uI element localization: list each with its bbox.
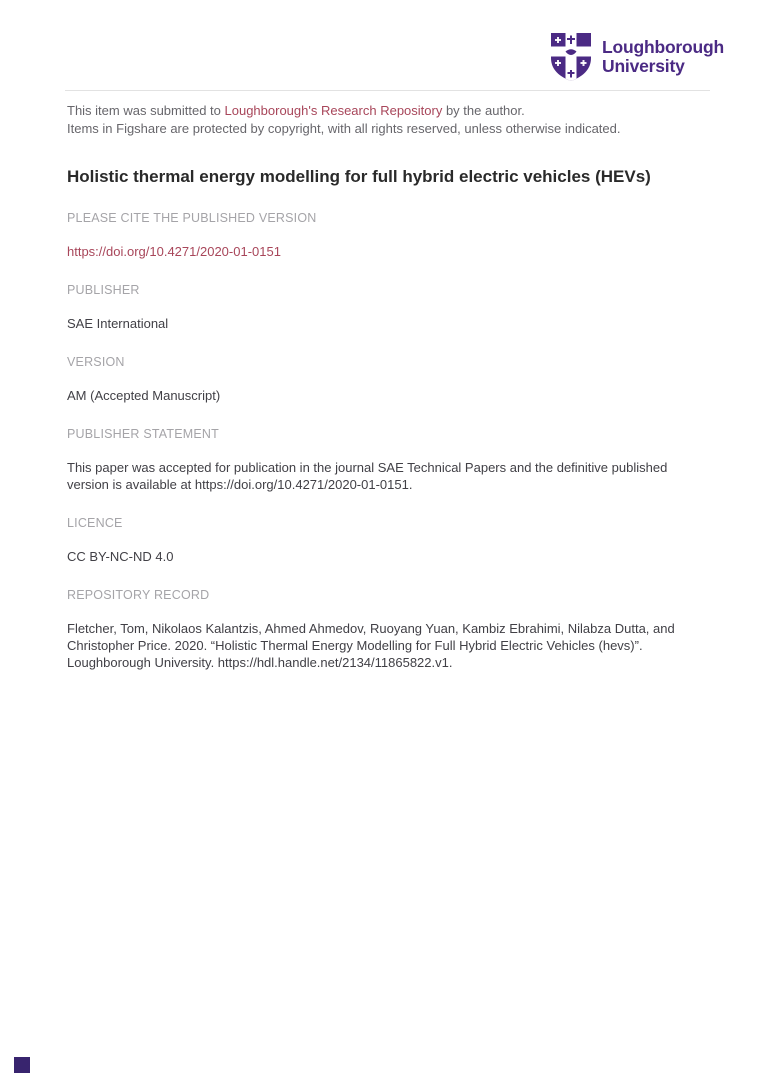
doi-link[interactable]: https://doi.org/10.4271/2020-01-0151: [67, 244, 281, 259]
publisher-value: SAE International: [67, 316, 169, 331]
cover-sheet-content: [0, 102, 768, 671]
repository-record-value: Fletcher, Tom, Nikolaos Kalantzis, Ahmed Ahmedov, Ruoyang Yuan, Kambiz Ebrahimi, Nilabza Dutta, and Christopher Price. 2020. “Holistic Thermal Energy Modelling for Full Hybrid Electric Vehicles (hevs)”. Loughborough University. https://hdl.handle.net/2134/11865822.v1.: [67, 621, 675, 670]
paper-title: Holistic thermal energy modelling for full hybrid electric vehicles (HEVs): [67, 167, 651, 186]
section-label: PUBLISHER: [67, 283, 140, 297]
section-label: LICENCE: [67, 516, 123, 530]
page-header: [0, 0, 768, 82]
section-repository-record: [67, 588, 708, 671]
wordmark-line1: Loughborough: [602, 37, 724, 57]
repository-notice: [67, 102, 708, 138]
version-value: AM (Accepted Manuscript): [67, 388, 221, 403]
submission-line-prefix: This item was submitted to: [67, 103, 225, 118]
section-label: VERSION: [67, 355, 125, 369]
university-shield-icon: [549, 32, 593, 82]
university-wordmark: [602, 38, 724, 76]
loughborough-university-logo: [549, 32, 724, 82]
section-publisher-statement: [67, 427, 708, 493]
section-label: REPOSITORY RECORD: [67, 588, 210, 602]
page-corner-mark: [14, 1057, 30, 1073]
submission-line: [67, 102, 708, 120]
section-publisher: [67, 283, 708, 332]
copyright-line: Items in Figshare are protected by copyright, with all rights reserved, unless otherwise indicated.: [67, 121, 621, 136]
section-label: PLEASE CITE THE PUBLISHED VERSION: [67, 211, 317, 225]
wordmark-line2: University: [602, 56, 685, 76]
section-version: [67, 355, 708, 404]
section-cite-version: [67, 211, 708, 260]
research-repository-link[interactable]: Loughborough's Research Repository: [224, 103, 443, 118]
header-divider: [65, 90, 710, 91]
section-licence: [67, 516, 708, 565]
section-label: PUBLISHER STATEMENT: [67, 427, 219, 441]
licence-value: CC BY-NC-ND 4.0: [67, 549, 174, 564]
publisher-statement-value: This paper was accepted for publication in the journal SAE Technical Papers and the definitive published version is available at https://doi.org/10.4271/2020-01-0151.: [67, 460, 668, 492]
submission-line-suffix: by the author.: [442, 103, 525, 118]
